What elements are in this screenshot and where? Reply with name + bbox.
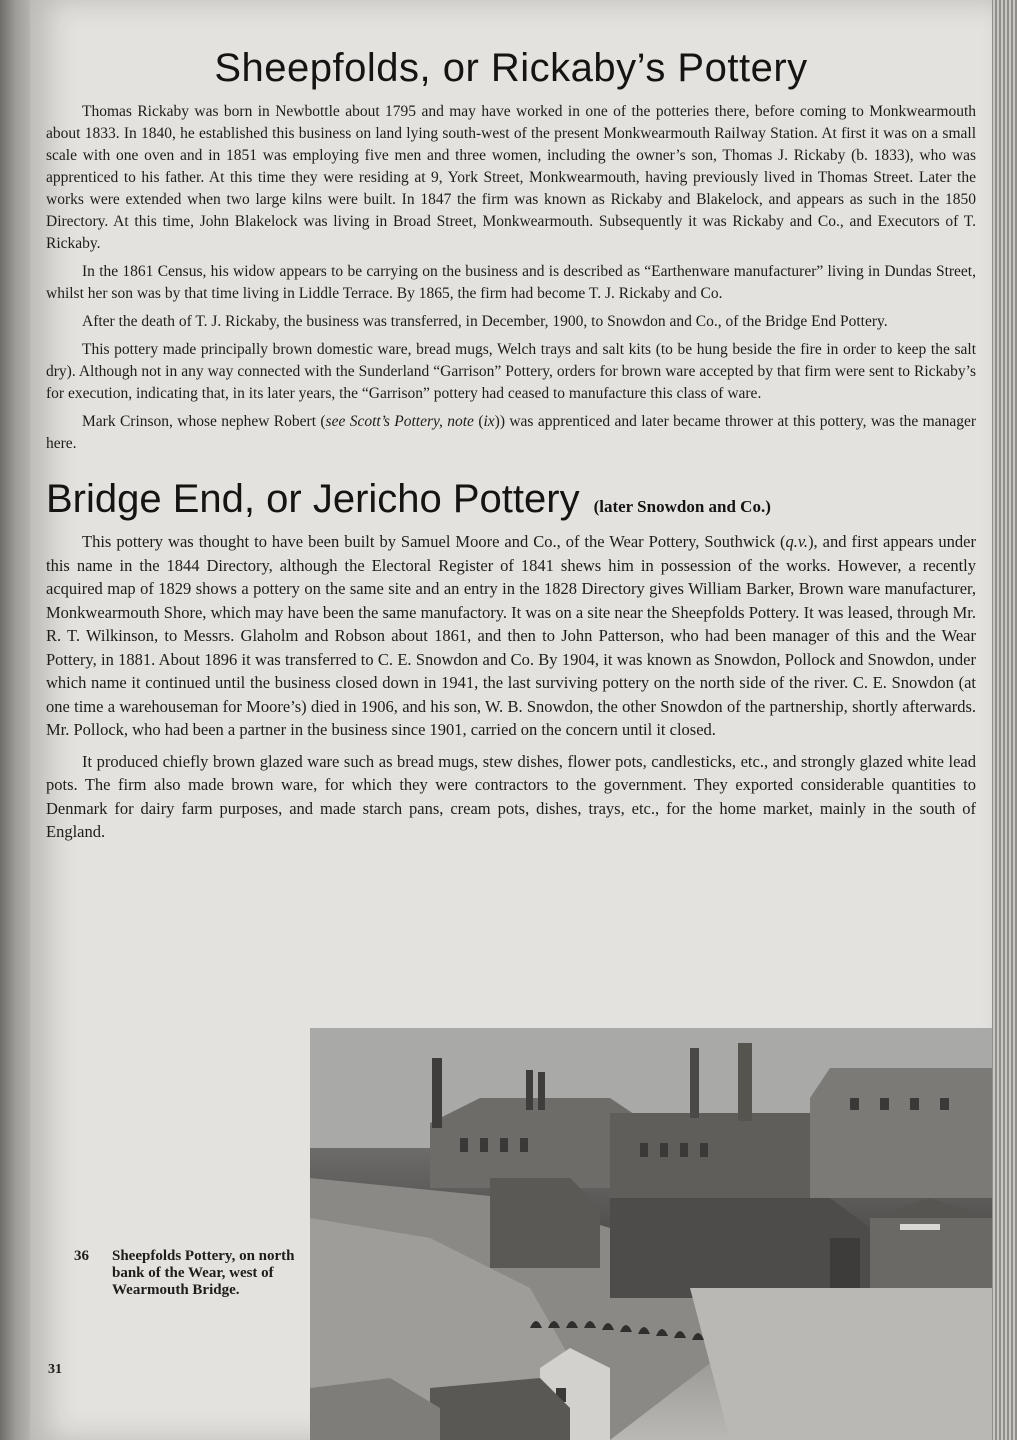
cross-reference-note: ix: [483, 413, 495, 430]
title-text: Bridge End, or Jericho Pottery: [46, 477, 580, 521]
article-title-bridge-end: [46, 477, 976, 522]
cross-reference: see Scott’s Pottery, note: [325, 413, 474, 430]
paragraph-text: Mark Crinson, whose nephew Robert (: [82, 413, 326, 430]
paragraph: This pottery made principally brown domestic ware, bread mugs, Welch trays and salt kits (to be hung beside the fire in order to keep the salt dry). Although not in any way connected with the Sunderland “Garrison” Pottery, orders for brown ware accepted by that firm were sent to Rickaby’s for execution, indicating that, in its later years, the “Garrison” pottery had ceased to manufacture this class of ware.: [46, 341, 976, 402]
paragraph: [46, 530, 976, 742]
paragraph: [46, 411, 976, 455]
paragraph: After the death of T. J. Rickaby, the business was transferred, in December, 1900, to Snowdon and Co., of the Bridge End Pottery.: [82, 313, 888, 330]
article-subtitle: (later Snowdon and Co.): [593, 497, 771, 516]
paragraph-text: (: [473, 413, 484, 430]
cross-reference: q.v.: [785, 532, 809, 551]
page-edges: [991, 0, 1017, 1440]
photograph-sheepfolds-pottery: [310, 1028, 992, 1440]
figure-number: 36: [74, 1248, 89, 1264]
caption-text: Sheepfolds Pottery, on north bank of the Wear, west of Wearmouth Bridge.: [112, 1248, 295, 1298]
article-sheepfolds: [46, 46, 976, 455]
paragraph-text: ), and first appears under this name in the 1844 Directory, although the Electoral Register of 1841 shews him in possession of the works. However, a recently acquired map of 1829 shows a pottery on the same site and an entry in the 1828 Directory gives William Barker, Brown ware manufacturer, Monkwearmouth Shore, which may have been the same manufactory. It was on a site near the Sheepfolds Pottery. It was leased, through Mr. R. T. Wilkinson, to Messrs. Glaholm and Robson about 1861, and then to John Patterson, who had been manager of this and the Wear Pottery, in 1881. About 1896 it was transferred to C. E. Snowdon and Co. By 1904, it was known as Snowdon, Pollock and Snowdon, under which name it continued until the business closed down in 1941, the last surviving pottery on the north side of the river. C. E. Snowdon (at one time a warehouseman for Moore’s) died in 1906, and his son, W. B. Snowdon, the other Snowdon of the partnership, shortly afterwards. Mr. Pollock, who had been a partner in the business since 1901, carried on the concern until it closed.: [46, 532, 976, 739]
article-bridge-end: [46, 477, 976, 844]
page-content: [46, 46, 976, 852]
page-number: 31: [48, 1362, 62, 1377]
photo-illustration: [310, 1028, 992, 1440]
paragraph: In the 1861 Census, his widow appears to be carrying on the business and is described as “Earthenware manufacturer” living in Dundas Street, whilst her son was by that time living in Liddle Terrace. By 1865, the firm had become T. J. Rickaby and Co.: [46, 263, 976, 302]
paragraph-text: This pottery was thought to have been built by Samuel Moore and Co., of the Wear Pottery, Southwick (: [82, 532, 786, 551]
book-binding: [0, 0, 34, 1440]
paragraph-text: )) was apprenticed and later became thrower at this pottery, was the manager here.: [46, 413, 976, 452]
paragraph: It produced chiefly brown glazed ware such as bread mugs, stew dishes, flower pots, candlesticks, etc., and strongly glazed white lead pots. The firm also made brown ware, for which they were contractors to the government. They exported considerable quantities to Denmark for dairy farm purposes, and made starch pans, cream pots, dishes, trays, etc., for the home market, mainly in the south of England.: [46, 751, 976, 841]
paragraph: Thomas Rickaby was born in Newbottle about 1795 and may have worked in one of the potteries there, before coming to Monkwearmouth about 1833. In 1840, he established this business on land lying south-west of the present Monkwearmouth Railway Station. At first it was on a small scale with one oven and in 1851 was employing five men and three women, including the owner’s son, Thomas J. Rickaby (b. 1833), who was apprenticed to his father. At this time they were residing at 9, York Street, Monkwearmouth, having previously lived in Thomas Street. Later the works were extended when two large kilns were built. In 1847 the firm was known as Rickaby and Blakelock, and appears as such in the 1850 Directory. At this time, John Blakelock was living in Broad Street, Monkwearmouth. Subsequently it was Rickaby and Co., and Executors of T. Rickaby.: [46, 103, 976, 252]
article-title-sheepfolds: Sheepfolds, or Rickaby’s Pottery: [214, 46, 808, 90]
